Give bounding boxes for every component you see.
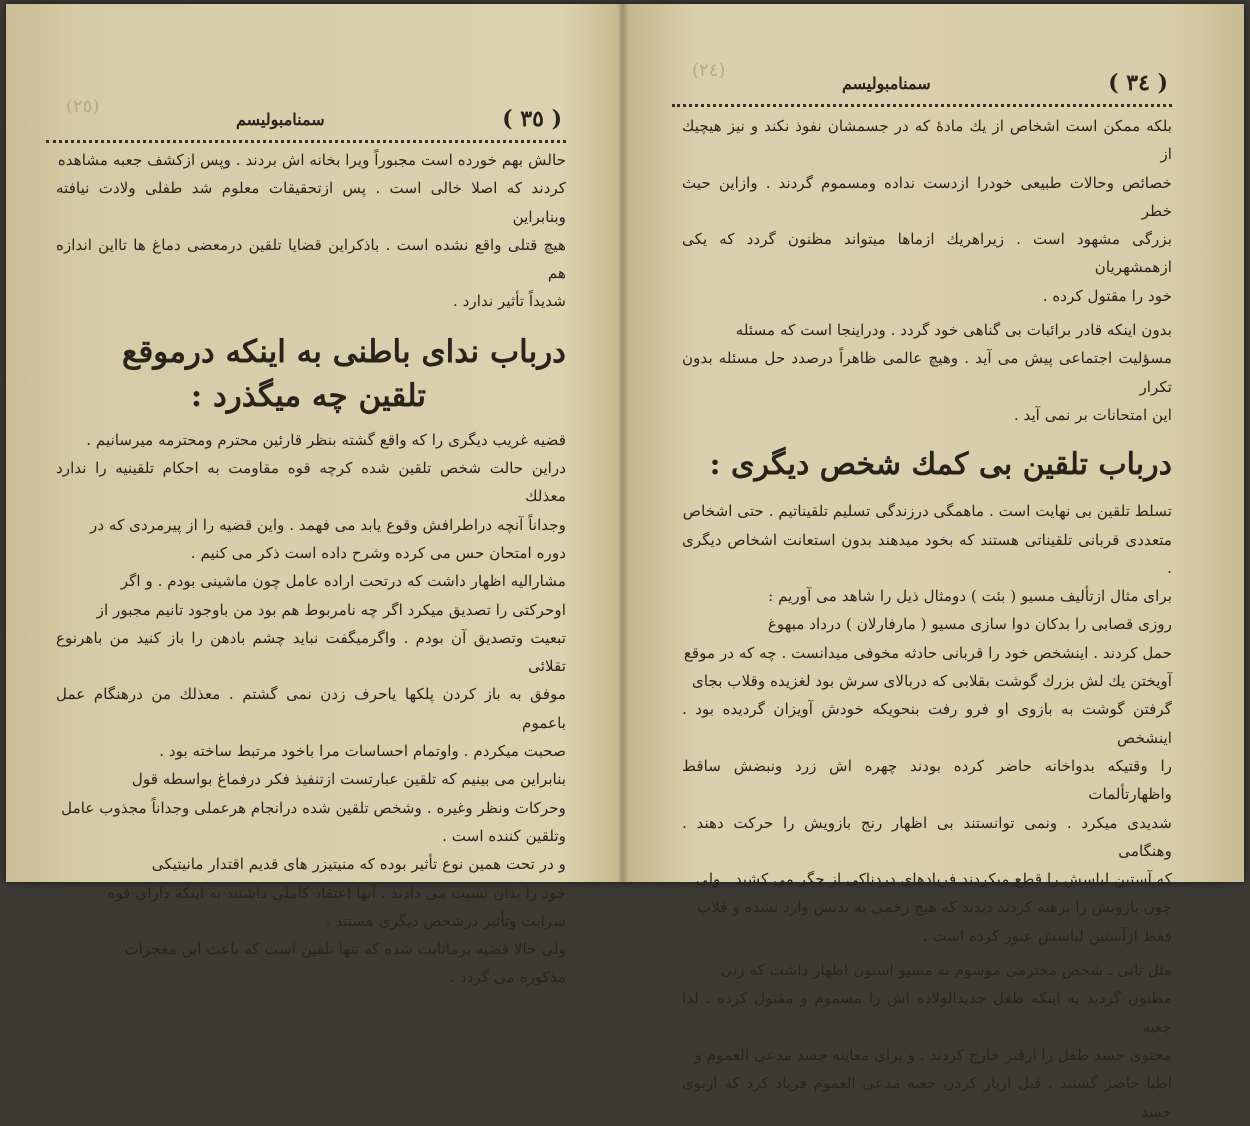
- text-line: این امتحانات بر نمی آید .: [1013, 405, 1172, 424]
- text-line: بلکه ممکن است اشخاص از یك مادهٔ که در جسمشان نفوذ نکند و نیز هیچیك از: [682, 117, 1172, 164]
- text-line: متعددی قربانی تلقیناتی هستند که بخود میدهند بدون استعانت اشخاص دیگری .: [682, 530, 1172, 577]
- section-heading: درباب تلقین بی کمك شخص دیگری :: [709, 447, 1172, 483]
- text-line: برای مثال ازتألیف مسیو ( بئت ) دومثال ذیل را شاهد می آوریم :: [768, 587, 1172, 606]
- paragraph: [682, 956, 1172, 1126]
- text-line: گرفتن گوشت به بازوی او فرو رفت بنحویکه خودش آویزان گردیده بود . اینشخص: [682, 700, 1172, 747]
- text-line: آویختن یك لش بزرك گوشت بقلابی که دربالای سرش بود لغزیده وقلاب بجای: [691, 672, 1172, 691]
- text-line: دوره امتحان حس می کرده وشرح داده است ذکر می کنیم .: [190, 543, 566, 562]
- text-line: وجداناً آنچه دراطرافش وقوع یابد می فهمد . واین قضیه را از پیرمردی که در: [90, 515, 566, 534]
- text-line: که آستین لباسش را قطع میکردند فریادهای دردناکی از جگر می کشید . ولی: [695, 870, 1172, 889]
- page-35: [46, 4, 566, 987]
- paragraph: [56, 935, 566, 992]
- text-line: محتوی جسد طفل را ازقبر خارج کردند . و برای معاینه جسد مدعی العموم و: [694, 1045, 1172, 1064]
- text-line: شدیداً تأثیر ندارد .: [453, 292, 566, 311]
- text-line: سرایت وتأثیر درشخص دیگری هستند .: [325, 911, 566, 930]
- show-through-number: (٢٤): [692, 60, 726, 81]
- text-line: حالش بهم خورده است مجبوراً ویرا بخانه اش بردند . وپس ازکشف جعبه مشاهده: [57, 151, 566, 169]
- section-heading: [56, 330, 566, 418]
- text-line: بدون اینکه قادر برائبات بی گناهی خود گردد . ودراینجا است که مسئله: [735, 321, 1172, 340]
- page-number: ( ٣٥ ): [502, 106, 562, 132]
- text-line: فقط ازآستین لباسش عبور کرده است .: [922, 926, 1172, 945]
- text-line: تبعیت وتصدیق آن بودم . واگرمیگفت نباید چشم بادهن را باز کنید من باهرنوع تقلائی: [56, 628, 566, 676]
- text-line: و در تحت همین نوع تأثیر بوده که منیتیزر های قدیم اقتدار مانیتیکی: [151, 855, 566, 874]
- text-line: را وقتیکه بدواخانه حاضر کرده بودند چهره اش زرد ونبضش ساقط واظهارتألمات: [682, 756, 1172, 804]
- text-line: بنابراین می بینیم که تلقین عبارتست ازتنفیذ فکر درفماغ بواسطه قول: [131, 770, 566, 789]
- text-line: موفق به باز کردن پلکها یاحرف زدن نمی گشتم . معذلك من درهنگام عمل باعموم: [56, 685, 566, 732]
- text-line: کردند که اصلا خالی است . پس ازتحقیقات معلوم شد طفلی ولادت نیافته وبنابراین: [56, 179, 566, 226]
- text-line: مسؤلیت اجتماعی پیش می آید . وهیچ عالمی ظاهراً درصدد حل مسئله بدون تکرار: [682, 349, 1172, 396]
- page-body: [682, 112, 1172, 1126]
- page-body: [56, 146, 566, 992]
- text-line: وحرکات ونظر وغیره . وشخص تلقین شده درانجام هرعملی وجداناً مجذوب عامل: [61, 798, 566, 817]
- paragraph: [682, 610, 1172, 950]
- paragraph-intro: [56, 146, 566, 316]
- text-line: حمل کردند . اینشخص خود را قربانی حادثه مخوفی میدانست . چه که در موقع: [683, 643, 1172, 662]
- running-title: سمنامبولیسم: [236, 110, 325, 129]
- text-line: اوحرکتی را تصدیق میکرد اگر چه نامربوط هم بود من باوجود تانیم مجبور از: [96, 600, 566, 619]
- running-title: سمنامبولیسم: [842, 74, 931, 93]
- text-line: دراین حالت شخص تلقین شده کرچه قوه مقاومت به احکام تلقینیه را ندارد معذلك: [56, 459, 566, 506]
- heading-line: درباب ندای باطنی به اینکه درموقع: [121, 333, 566, 370]
- text-line: مثل ثانی ـ شخص محترمی موسوم به مسیو استون اظهار داشت که زنی: [720, 961, 1172, 980]
- text-line: خصائص وحالات طبیعی خودرا ازدست نداده ومسموم گردند . وازاین حیث خطر: [682, 173, 1172, 220]
- text-line: چون بازویش را برهنه کردند دیدند که هیچ زخمی به بدنش وارد نشده و قلاب: [696, 898, 1172, 917]
- text-line: شدیدی میکرد . ونمی توانستند بی اظهار رنج بازویش را حرکت دهند . وهنگامی: [682, 813, 1172, 860]
- text-line: ولی حالا قضیه برماثابت شده که تنها تلقین است که باعث این معجزات: [124, 940, 566, 959]
- text-line: صحبت میکردم . واوتمام احساسات مرا باخود مرتبط ساخته بود .: [159, 742, 566, 761]
- paragraph: [56, 765, 566, 850]
- paragraph: [56, 850, 566, 935]
- text-line: اطبا حاضر گشتند . قبل ازباز کردن جعبه مدعی العموم فریاد کرد که ازبوی جسد: [682, 1074, 1172, 1121]
- text-line: مذکوره می گردد .: [450, 968, 566, 987]
- show-through-number: (٢٥): [66, 96, 100, 117]
- page-number: ( ٣٤ ): [1108, 70, 1168, 96]
- text-line: وتلقین کننده است .: [442, 826, 566, 845]
- paragraph: [56, 567, 566, 765]
- page-34: [672, 4, 1172, 1121]
- heading-line: تلقین چه میگذرد :: [190, 377, 426, 414]
- text-line: هیچ قتلی واقع نشده است . باذکراین قضایا تلقین درمعضی دماغ ها تااین اندازه هم: [56, 235, 566, 283]
- paragraph: [682, 497, 1172, 582]
- text-line: مشارالیه اظهار داشت که درتحت اراده عامل چون ماشینی بودم . و اگر: [120, 572, 566, 591]
- text-line: قضیه غریب دیگری را که واقع گشته بنظر قارئین محترم ومحترمه میرسانیم .: [86, 430, 566, 449]
- text-line: روزی قصابی را بدکان دوا سازی مسیو ( مارفارلان ) درداد مبهوغ: [767, 615, 1172, 634]
- paragraph: [56, 426, 566, 567]
- text-line: خود را بدان نسبت می دادند . آنها اعتقاد کاملی داشتند به اینکه دارای قوه: [107, 883, 566, 902]
- text-line: خود را مقتول کرده .: [1042, 286, 1172, 305]
- text-line: مظنون گردید به اینکه طفل جدیدالولاده اش را مسموم و مقتول کرده . لذا جعبه: [682, 989, 1172, 1036]
- page-header: [672, 60, 1172, 107]
- paragraph: [682, 316, 1172, 429]
- page-header: [46, 96, 566, 143]
- text-line: تسلط تلقین بی نهایت است . ماهمگی درزندگی تسلیم تلقیناتیم . حتی اشخاص: [682, 502, 1172, 521]
- text-line: بزرگی مشهود است . زیراهریك ازماها میتواند مظنون گردد که یکی ازهمشهریان: [682, 230, 1172, 277]
- book-spread: [6, 4, 1244, 1121]
- paragraph-intro: [682, 112, 1172, 310]
- paragraph: [682, 582, 1172, 610]
